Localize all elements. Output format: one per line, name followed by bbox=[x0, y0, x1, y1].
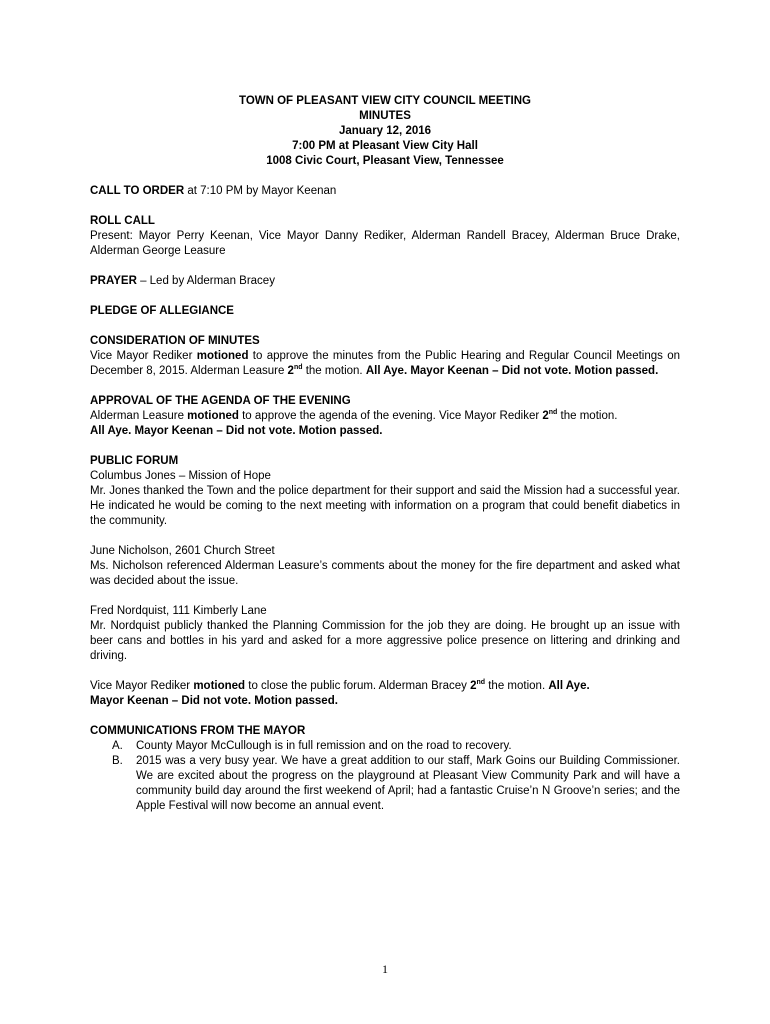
prayer-section bbox=[90, 274, 680, 289]
roll-call-text: Present: Mayor Perry Keenan, Vice Mayor Danny Rediker, Alderman Randell Bracey, Alderman Bruce Drake, Alderman George Leasure bbox=[90, 230, 680, 257]
communications-list bbox=[90, 739, 680, 814]
call-to-order-text: at 7:10 PM by Mayor Keenan bbox=[184, 185, 337, 197]
agenda-result: All Aye. Mayor Keenan – Did not vote. Motion passed. bbox=[90, 425, 383, 437]
agenda-heading: APPROVAL OF THE AGENDA OF THE EVENING bbox=[90, 395, 351, 407]
item-text: 2015 was a very busy year. We have a great addition to our staff, Mark Goins our Building Commissioner. We are excited about the progress on the playground at Pleasant View Community Park and will have a community build day around the first weekend of April; had a fantastic Cruise’n N Groove’n series; and the Apple Festival will now become an annual event. bbox=[136, 755, 680, 812]
minutes-text-part: the motion. bbox=[302, 365, 366, 377]
page-number: 1 bbox=[382, 962, 388, 976]
public-forum-heading: PUBLIC FORUM bbox=[90, 455, 179, 467]
document-header bbox=[90, 94, 680, 169]
communication-item bbox=[90, 754, 680, 814]
minutes-text-part: to approve the minutes from the Public Hearing and Regular Council Meetings on December 8, 2015. Alderman Leasure bbox=[90, 350, 680, 377]
close-all-aye: All Aye. bbox=[548, 680, 590, 692]
forum-speaker bbox=[90, 469, 680, 529]
minutes-text-part: Vice Mayor Rediker bbox=[90, 350, 197, 362]
roll-call-section bbox=[90, 214, 680, 259]
prayer-heading: PRAYER bbox=[90, 275, 137, 287]
agenda-second-suffix: nd bbox=[548, 409, 558, 417]
agenda-text bbox=[90, 409, 680, 424]
forum-speaker bbox=[90, 544, 680, 589]
agenda-text-part: Alderman Leasure bbox=[90, 410, 188, 422]
forum-close-text bbox=[90, 679, 680, 694]
speaker-name: Columbus Jones – Mission of Hope bbox=[90, 470, 271, 482]
roll-call-heading: ROLL CALL bbox=[90, 215, 155, 227]
header-address: 1008 Civic Court, Pleasant View, Tennessee bbox=[266, 155, 504, 167]
header-date: January 12, 2016 bbox=[338, 125, 432, 137]
agenda-text-part: to approve the agenda of the evening. Vice Mayor Rediker bbox=[238, 410, 543, 422]
prayer-text: – Led by Alderman Bracey bbox=[136, 275, 275, 287]
agenda-section bbox=[90, 394, 680, 439]
speaker-comment: Mr. Nordquist publicly thanked the Planning Commission for the job they are doing. He brought up an issue with beer cans and bottles in his yard and asked for a more aggressive police presence on littering and drinking and driving. bbox=[90, 620, 680, 662]
call-to-order-heading: CALL TO ORDER bbox=[90, 185, 185, 197]
close-text-part: the motion. bbox=[485, 680, 549, 692]
header-title: TOWN OF PLEASANT VIEW CITY COUNCIL MEETING bbox=[239, 95, 531, 107]
agenda-text-part: the motion. bbox=[557, 410, 618, 422]
pledge-heading: PLEDGE OF ALLEGIANCE bbox=[90, 305, 234, 317]
close-second-suffix: nd bbox=[476, 679, 486, 687]
close-text-part: to close the public forum. Alderman Bracey bbox=[245, 680, 471, 692]
forum-speaker bbox=[90, 604, 680, 664]
close-text-part: Vice Mayor Rediker bbox=[90, 680, 194, 692]
public-forum-section bbox=[90, 454, 680, 709]
call-to-order-section bbox=[90, 184, 680, 199]
document-page bbox=[90, 94, 680, 814]
agenda-motioned: motioned bbox=[187, 410, 239, 422]
communication-item bbox=[90, 739, 680, 754]
close-second: 2 bbox=[470, 680, 477, 692]
forum-close-motion bbox=[90, 679, 680, 709]
minutes-section bbox=[90, 334, 680, 379]
header-subtitle: MINUTES bbox=[359, 110, 411, 122]
minutes-second: 2 bbox=[287, 365, 294, 377]
communications-heading: COMMUNICATIONS FROM THE MAYOR bbox=[90, 725, 306, 737]
close-result: Mayor Keenan – Did not vote. Motion passed. bbox=[90, 695, 338, 707]
item-marker: A. bbox=[112, 740, 123, 752]
speaker-name: Fred Nordquist, 111 Kimberly Lane bbox=[90, 605, 267, 617]
speaker-comment: Ms. Nicholson referenced Alderman Leasure’s comments about the money for the fire department and asked what was decided about the issue. bbox=[90, 560, 680, 587]
agenda-second: 2 bbox=[542, 410, 549, 422]
speaker-name: June Nicholson, 2601 Church Street bbox=[90, 545, 275, 557]
speaker-comment: Mr. Jones thanked the Town and the police department for their support and said the Mission had a successful year. He indicated he would be coming to the next meeting with information on a program that could benefit diabetics in the community. bbox=[90, 485, 680, 527]
minutes-heading: CONSIDERATION OF MINUTES bbox=[90, 335, 260, 347]
communications-section bbox=[90, 724, 680, 814]
header-time-location: 7:00 PM at Pleasant View City Hall bbox=[292, 140, 478, 152]
minutes-second-suffix: nd bbox=[293, 364, 303, 372]
minutes-motioned: motioned bbox=[196, 350, 249, 362]
minutes-result: All Aye. Mayor Keenan – Did not vote. Motion passed. bbox=[365, 365, 659, 377]
pledge-section bbox=[90, 304, 680, 319]
close-motioned: motioned bbox=[193, 680, 246, 692]
minutes-text bbox=[90, 349, 680, 379]
item-marker: B. bbox=[112, 755, 123, 767]
item-text: County Mayor McCullough is in full remission and on the road to recovery. bbox=[136, 740, 512, 752]
